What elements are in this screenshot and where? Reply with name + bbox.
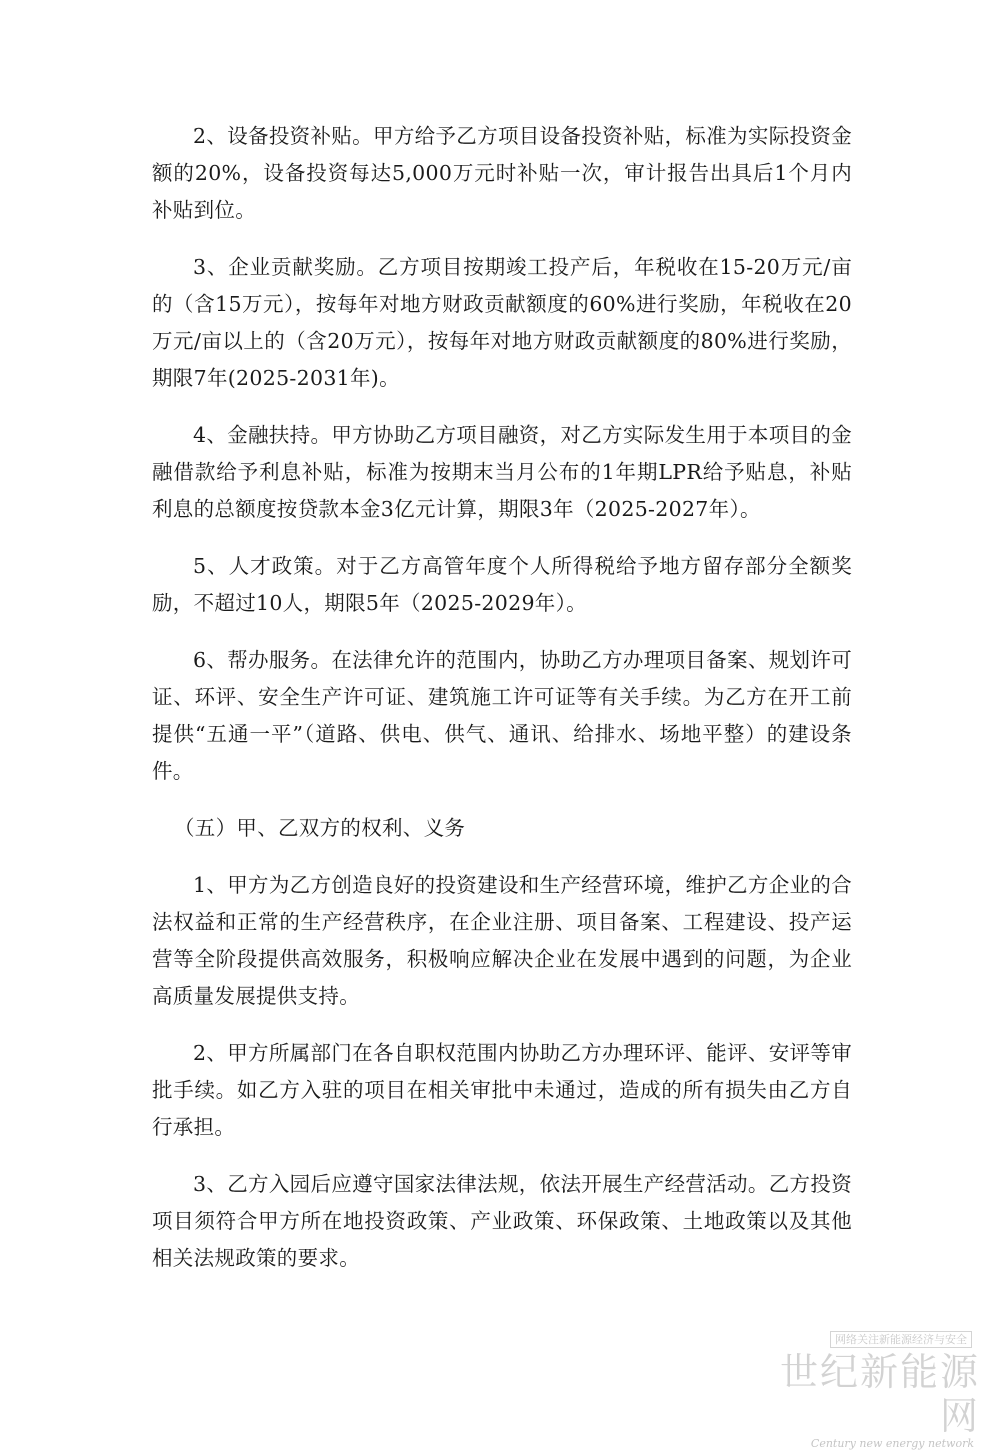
paragraph-financial-support: 4、金融扶持。甲方协助乙方项目融资，对乙方实际发生用于本项目的金融借款给予利息补贴，标准为按期末当月公布的1年期LPR给予贴息，补贴利息的总额度按贷款本金3亿元计算，期限3年（2025-2027年）。 — [152, 423, 852, 521]
paragraph-party-b-compliance: 3、乙方入园后应遵守国家法律法规，依法开展生产经营活动。乙方投资项目须符合甲方所在地投资政策、产业政策、环保政策、土地政策以及其他相关法规政策的要求。 — [152, 1172, 852, 1270]
watermark-logo — [775, 1328, 980, 1450]
watermark-tagline: 网络关注新能源经济与安全 — [830, 1331, 972, 1348]
paragraph-assist-service: 6、帮办服务。在法律允许的范围内，协助乙方办理项目备案、规划许可证、环评、安全生产许可证、建筑施工许可证等有关手续。为乙方在开工前提供“五通一平”（道路、供电、供气、通讯、给排水、场地平整）的建设条件。 — [152, 648, 852, 783]
paragraph-party-a-approvals: 2、甲方所属部门在各自职权范围内协助乙方办理环评、能评、安评等审批手续。如乙方入驻的项目在相关审批中未通过，造成的所有损失由乙方自行承担。 — [152, 1041, 852, 1139]
watermark-name: 世纪新能源网 — [779, 1350, 980, 1438]
document-body — [152, 118, 852, 1297]
section-heading-rights-obligations: （五）甲、乙双方的权利、义务 — [174, 816, 466, 840]
paragraph-contribution-reward: 3、企业贡献奖励。乙方项目按期竣工投产后，年税收在15-20万元/亩的（含15万元），按每年对地方财政贡献额度的60%进行奖励，年税收在20万元/亩以上的（含20万元），按每年对地方财政贡献额度的80%进行奖励，期限7年(2025-2031年)。 — [152, 255, 852, 390]
watermark-english: Century new energy network — [810, 1437, 974, 1450]
paragraph-party-a-environment: 1、甲方为乙方创造良好的投资建设和生产经营环境，维护乙方企业的合法权益和正常的生产经营秩序，在企业注册、项目备案、工程建设、投产运营等全阶段提供高效服务，积极响应解决企业在发展中遇到的问题，为企业高质量发展提供支持。 — [152, 873, 852, 1008]
paragraph-talent-policy: 5、人才政策。对于乙方高管年度个人所得税给予地方留存部分全额奖励，不超过10人，期限5年（2025-2029年）。 — [152, 554, 852, 615]
paragraph-equipment-subsidy: 2、设备投资补贴。甲方给予乙方项目设备投资补贴，标准为实际投资金额的20%，设备投资每达5,000万元时补贴一次，审计报告出具后1个月内补贴到位。 — [152, 124, 852, 222]
